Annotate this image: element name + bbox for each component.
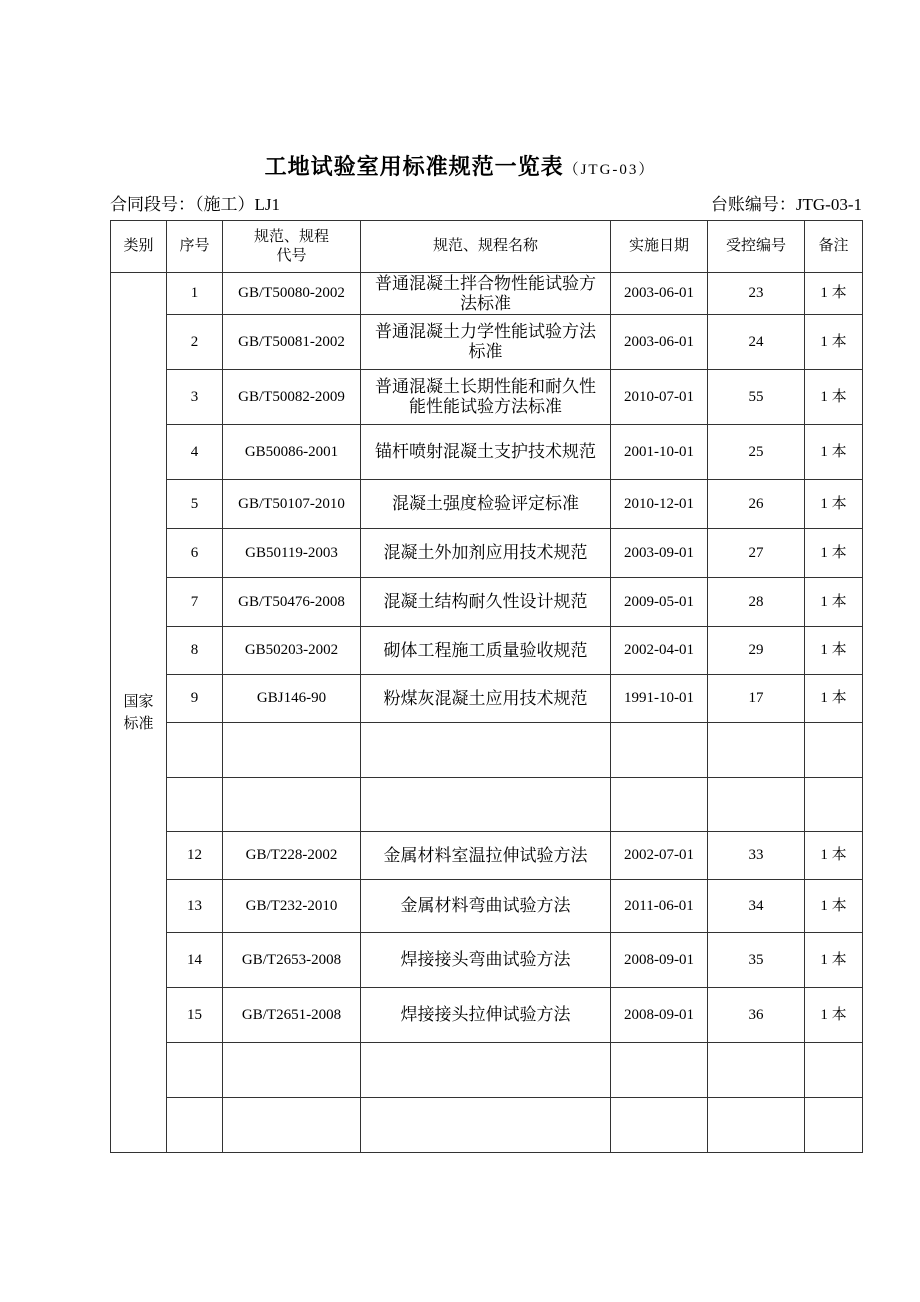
effective-date [611,723,708,778]
header-no: 序号 [167,221,223,273]
table-row [111,1098,863,1153]
note: 1 本 [805,675,863,723]
row-number: 15 [167,988,223,1043]
standard-code [223,778,361,832]
table-row [111,675,863,723]
row-number: 3 [167,370,223,425]
note: 1 本 [805,480,863,529]
standard-code: GB/T232-2010 [223,880,361,933]
standard-name: 焊接接头拉伸试验方法 [361,988,611,1043]
row-number: 1 [167,273,223,315]
control-number: 17 [708,675,805,723]
table-row [111,880,863,933]
table-row [111,578,863,627]
effective-date: 2009-05-01 [611,578,708,627]
standard-name: 砌体工程施工质量验收规范 [361,627,611,675]
note [805,1043,863,1098]
effective-date: 1991-10-01 [611,675,708,723]
standard-code: GB/T228-2002 [223,832,361,880]
ledger-number: 台账编号：JTG-03-1 [710,195,862,214]
header-category: 类别 [111,221,167,273]
standard-code: GB50086-2001 [223,425,361,480]
control-number [708,1043,805,1098]
row-number: 6 [167,529,223,578]
table-row [111,315,863,370]
row-number: 12 [167,832,223,880]
header-date: 实施日期 [611,221,708,273]
standard-code: GB50119-2003 [223,529,361,578]
control-number: 55 [708,370,805,425]
table-row [111,425,863,480]
control-number: 35 [708,933,805,988]
row-number [167,1043,223,1098]
standard-code: GBJ146-90 [223,675,361,723]
row-number: 4 [167,425,223,480]
note: 1 本 [805,627,863,675]
standard-name: 金属材料弯曲试验方法 [361,880,611,933]
header-row [111,221,863,273]
control-number [708,1098,805,1153]
header-control-no: 受控编号 [708,221,805,273]
control-number: 29 [708,627,805,675]
table-row [111,273,863,315]
standard-code: GB/T2653-2008 [223,933,361,988]
standards-table [110,220,863,1153]
header-name: 规范、规程名称 [361,221,611,273]
standard-name: 锚杆喷射混凝土支护技术规范 [361,425,611,480]
table-row [111,1043,863,1098]
control-number: 33 [708,832,805,880]
control-number: 36 [708,988,805,1043]
effective-date [611,778,708,832]
control-number: 23 [708,273,805,315]
table-row [111,832,863,880]
effective-date: 2010-12-01 [611,480,708,529]
note: 1 本 [805,529,863,578]
standard-code: GB/T2651-2008 [223,988,361,1043]
effective-date: 2008-09-01 [611,988,708,1043]
control-number [708,723,805,778]
note [805,723,863,778]
page-title [0,150,920,181]
control-number: 27 [708,529,805,578]
header-code [223,221,361,273]
table-row [111,480,863,529]
standard-code [223,723,361,778]
table-row [111,778,863,832]
standard-name: 混凝土强度检验评定标准 [361,480,611,529]
standard-code: GB/T50080-2002 [223,273,361,315]
note: 1 本 [805,880,863,933]
standard-name: 金属材料室温拉伸试验方法 [361,832,611,880]
effective-date: 2001-10-01 [611,425,708,480]
note: 1 本 [805,832,863,880]
header-code-line1: 规范、规程 [253,228,329,245]
control-number: 34 [708,880,805,933]
row-number: 5 [167,480,223,529]
standard-name: 普通混凝土拌合物性能试验方法标准 [361,273,611,315]
header-code-line2: 代号 [276,247,307,264]
table-row [111,529,863,578]
title-code: （JTG-03） [563,162,656,178]
standard-name: 混凝土外加剂应用技术规范 [361,529,611,578]
standard-name: 焊接接头弯曲试验方法 [361,933,611,988]
note: 1 本 [805,988,863,1043]
effective-date: 2003-09-01 [611,529,708,578]
standard-code [223,1043,361,1098]
effective-date: 2002-04-01 [611,627,708,675]
row-number: 9 [167,675,223,723]
row-number: 8 [167,627,223,675]
category-cell: 国家标准 [111,273,167,1153]
row-number: 2 [167,315,223,370]
row-number [167,778,223,832]
row-number: 14 [167,933,223,988]
note: 1 本 [805,578,863,627]
standard-code: GB/T50476-2008 [223,578,361,627]
table-row [111,988,863,1043]
control-number [708,778,805,832]
standard-name [361,1043,611,1098]
standard-name: 普通混凝土长期性能和耐久性能性能试验方法标准 [361,370,611,425]
standard-name: 粉煤灰混凝土应用技术规范 [361,675,611,723]
note: 1 本 [805,273,863,315]
standard-name [361,723,611,778]
control-number: 28 [708,578,805,627]
effective-date: 2010-07-01 [611,370,708,425]
standard-code: GB/T50081-2002 [223,315,361,370]
note: 1 本 [805,425,863,480]
note: 1 本 [805,315,863,370]
effective-date [611,1043,708,1098]
effective-date: 2011-06-01 [611,880,708,933]
title-main: 工地试验室用标准规范一览表 [264,154,564,179]
row-number [167,723,223,778]
standard-code [223,1098,361,1153]
row-number: 13 [167,880,223,933]
contract-number: 合同段号：（施工）LJ1 [110,195,280,214]
row-number [167,1098,223,1153]
standard-name: 普通混凝土力学性能试验方法标准 [361,315,611,370]
row-number: 7 [167,578,223,627]
effective-date: 2003-06-01 [611,273,708,315]
table-row [111,627,863,675]
effective-date [611,1098,708,1153]
effective-date: 2008-09-01 [611,933,708,988]
note: 1 本 [805,933,863,988]
header-note: 备注 [805,221,863,273]
standard-name [361,1098,611,1153]
standard-name: 混凝土结构耐久性设计规范 [361,578,611,627]
effective-date: 2003-06-01 [611,315,708,370]
standard-code: GB50203-2002 [223,627,361,675]
table-row [111,370,863,425]
standard-code: GB/T50107-2010 [223,480,361,529]
control-number: 24 [708,315,805,370]
table-row [111,723,863,778]
effective-date: 2002-07-01 [611,832,708,880]
standard-name [361,778,611,832]
standard-code: GB/T50082-2009 [223,370,361,425]
note: 1 本 [805,370,863,425]
note [805,778,863,832]
note [805,1098,863,1153]
control-number: 26 [708,480,805,529]
control-number: 25 [708,425,805,480]
table-row [111,933,863,988]
